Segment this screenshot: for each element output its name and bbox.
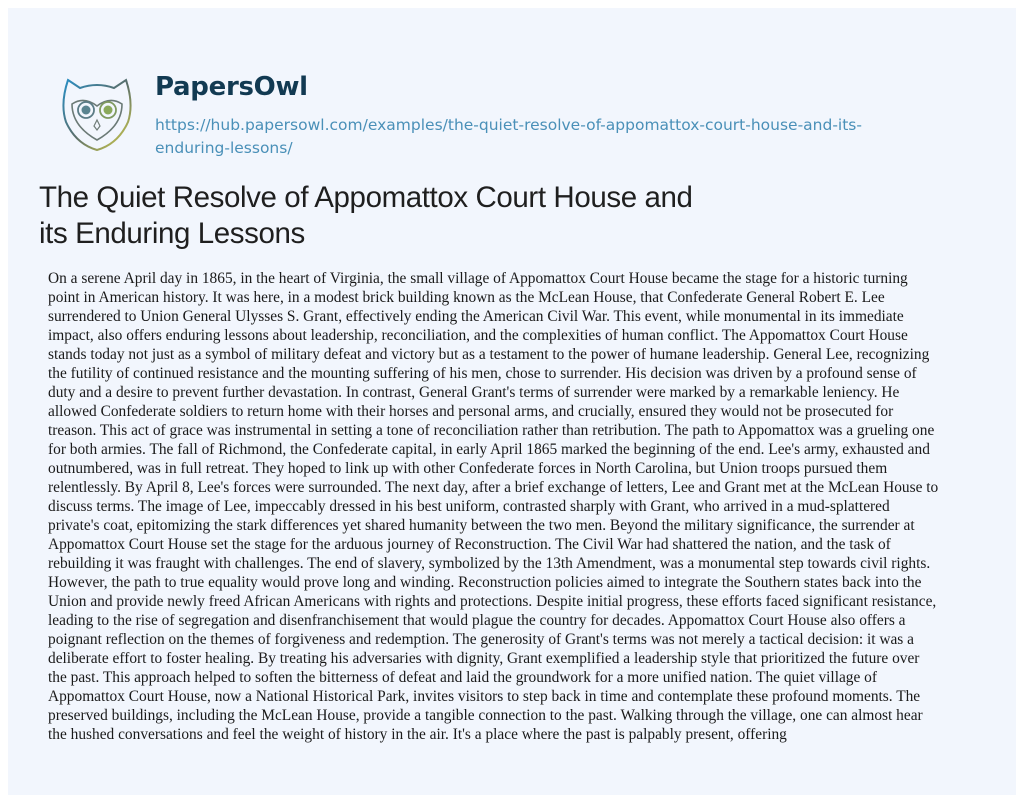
body-line: Union and provide newly freed African Americans with rights and protections. Despite initial progress, these efforts faced significant resistance,	[48, 593, 937, 610]
body-line: Appomattox Court House, now a National Historical Park, invites visitors to step back in time and contemplate these profound moments. The	[48, 688, 921, 705]
article-body	[48, 269, 1023, 744]
body-line: relentlessly. By April 8, Lee's forces were surrounded. The next day, after a brief exchange of letters, Lee and Grant met at the McLean House to	[48, 479, 939, 496]
body-line: private's coat, epitomizing the stark differences yet shared humanity between the two men. Beyond the military significance, the surrender at	[48, 517, 915, 534]
body-line: discuss terms. The image of Lee, impeccably dressed in his best uniform, contrasted sharply with Grant, who arrived in a mud-splattered	[48, 498, 890, 515]
document-page	[8, 8, 1016, 795]
body-line: impact, also offers enduring lessons about leadership, reconciliation, and the complexities of human conflict. The Appomattox Court House	[48, 327, 908, 344]
url-line-2[interactable]: enduring-lessons/	[155, 139, 293, 157]
title-line-1: The Quiet Resolve of Appomattox Court House and	[39, 181, 693, 214]
source-url[interactable]	[155, 114, 975, 160]
body-line: the futility of continued resistance and the mounting suffering of his men, chose to surrender. His decision was driven by a profound sense of	[48, 365, 917, 382]
body-line: surrendered to Union General Ulysses S. Grant, effectively ending the American Civil War. This event, while monumental in its immediate	[48, 308, 904, 325]
body-line: On a serene April day in 1865, in the heart of Virginia, the small village of Appomattox Court House became the stage for a historic turning	[48, 270, 908, 287]
body-line: point in American history. It was here, in a modest brick building known as the McLean House, that Confederate General Robert E. Lee	[48, 289, 885, 306]
url-line-1[interactable]: https://hub.papersowl.com/examples/the-quiet-resolve-of-appomattox-court-house-and-its-	[155, 116, 862, 134]
body-line: the past. This approach helped to soften the bitterness of defeat and laid the groundwork for a more unified nation. The quiet village of	[48, 669, 877, 686]
body-line: However, the path to true equality would prove long and winding. Reconstruction policies aimed to integrate the Southern states back into the	[48, 574, 922, 591]
body-line: leading to the rise of segregation and disenfranchisement that would plague the country for decades. Appomattox Court House also offers a	[48, 612, 906, 629]
body-line: duty and a desire to prevent further devastation. In contrast, General Grant's terms of surrender were marked by a remarkable leniency. He	[48, 384, 900, 401]
title-line-2: its Enduring Lessons	[39, 217, 305, 250]
body-line: allowed Confederate soldiers to return home with their horses and personal arms, and crucially, ensured they would not be prosecuted for	[48, 403, 894, 420]
page-title	[39, 180, 799, 252]
body-line: Appomattox Court House set the stage for the arduous journey of Reconstruction. The Civil War had shattered the nation, and the task of	[48, 536, 891, 553]
body-line: the hushed conversations and feel the weight of history in the air. It's a place where the past is palpably present, offering	[48, 726, 787, 743]
site-header	[58, 70, 1008, 162]
body-line: poignant reflection on the themes of forgiveness and redemption. The generosity of Grant's terms was not merely a tactical decision: it was a	[48, 631, 914, 648]
owl-logo-icon	[58, 74, 136, 152]
body-line: rebuilding it was fraught with challenges. The end of slavery, symbolized by the 13th Amendment, was a monumental step towards civil rights.	[48, 555, 931, 572]
body-line: deliberate effort to foster healing. By treating his adversaries with dignity, Grant exemplified a leadership style that prioritized the future over	[48, 650, 920, 667]
body-line: preserved buildings, including the McLean House, provide a tangible connection to the past. Walking through the village, one can almost hear	[48, 707, 923, 724]
body-line: stands today not just as a symbol of military defeat and victory but as a testament to the power of humane leadership. General Lee, recognizing	[48, 346, 930, 363]
brand-name[interactable]: PapersOwl	[155, 72, 308, 102]
body-line: for both armies. The fall of Richmond, the Confederate capital, in early April 1865 marked the beginning of the end. Lee's army, exhausted and	[48, 441, 930, 458]
body-line: outnumbered, was in full retreat. They hoped to link up with other Confederate forces in North Carolina, but Union troops pursued them	[48, 460, 888, 477]
body-line: treason. This act of grace was instrumental in setting a tone of reconciliation rather than retribution. The path to Appomattox was a grueling one	[48, 422, 935, 439]
